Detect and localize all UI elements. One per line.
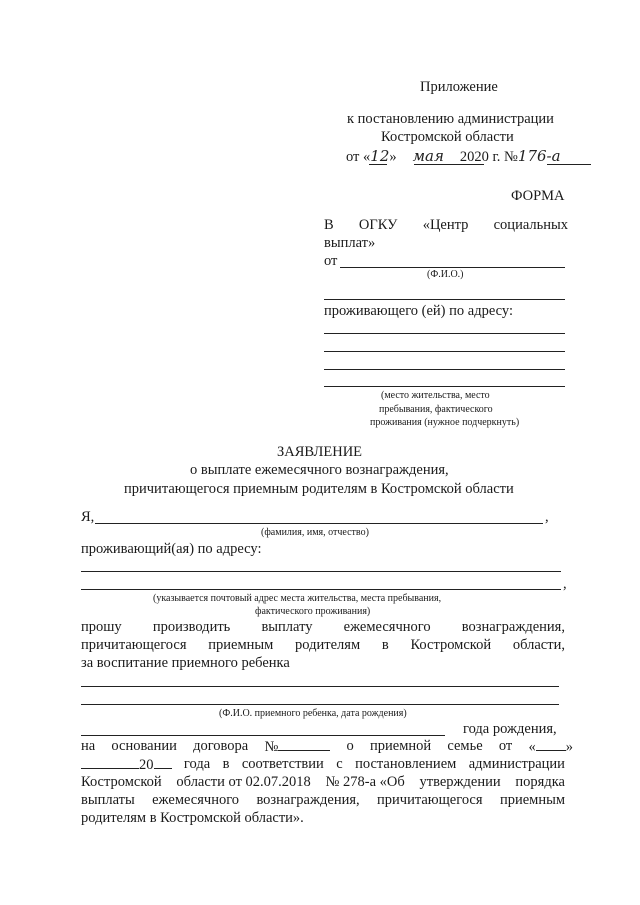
accord-word: администрации [468,756,565,772]
payment-word: ежемесячного [152,792,240,808]
decree-word: Костромской [81,774,162,790]
basis-word: от [498,738,513,754]
residing-label: проживающего (ей) по адресу: [324,303,513,319]
name-comma: , [545,509,549,525]
number-underline [547,164,591,165]
decree-word: порядка [515,774,565,790]
resolution-label: к постановлению администрации [347,111,554,127]
request-word: производить [152,619,231,635]
address-line-1[interactable] [324,333,565,334]
basis-word: приемной [369,738,432,754]
contract-year-group [81,756,172,774]
contract-day-field[interactable] [536,738,566,751]
decree-line [81,774,565,791]
due-word: в [381,637,389,653]
fio-caption: (Ф.И.О.) [427,269,464,280]
open-quote: « [528,739,536,755]
request-word: ежемесячного [343,619,431,635]
addressee-line-1 [324,217,568,234]
address-comma: , [563,576,567,592]
addressee-word: В [324,217,334,233]
addressee-line-2: выплат» [324,235,376,251]
due-word: родителям [295,637,361,653]
title-line-3: причитающегося приемным родителям в Костромской области [124,481,514,497]
contract-number-field[interactable] [278,738,330,751]
date-day: 12 [370,147,390,165]
payment-line [81,792,565,809]
accord-word: соответствии [241,756,324,772]
contract-month-field[interactable] [81,756,139,769]
accord-word: года [183,756,211,772]
due-word: причитающегося [81,637,187,653]
decree-word: области от 02.07.2018 [176,774,311,790]
title-line-2: о выплате ежемесячного вознаграждения, [190,462,449,478]
contract-year-field[interactable] [154,756,172,769]
accord-word: постановлением [355,756,457,772]
date-prefix: от « [346,149,371,165]
place-caption-2: пребывания, фактического [379,404,493,415]
day-underline [369,164,387,165]
accord-line [81,756,565,774]
child-caption: (Ф.И.О. приемного ребенка, дата рождения) [219,708,407,719]
address-line-3[interactable] [324,369,565,370]
year-20: 20 [139,757,154,773]
from-label: от [324,253,338,269]
basis-word: на [81,738,96,754]
date-month: мая [412,147,444,165]
address-line-4[interactable] [324,386,565,387]
addressee-word: «Центр [422,217,469,233]
birth-year-field[interactable] [81,735,445,736]
upbringing-label: за воспитание приемного ребенка [81,655,290,671]
payment-word: выплаты [81,792,135,808]
contract-day-group [528,738,573,756]
form-label: ФОРМА [511,188,565,204]
from-name-field[interactable] [340,267,565,268]
appendix-label: Приложение [420,79,498,95]
postal-address-line-1[interactable] [81,571,561,572]
accord-word: в [222,756,230,772]
residing-address-label: проживающий(ая) по адресу: [81,541,262,557]
decree-word: утверждении [419,774,501,790]
date-year-number: 2020 г. № [459,149,518,165]
close-quote: » [565,739,573,755]
request-word: вознаграждения, [461,619,565,635]
ya-label: Я, [81,509,95,525]
due-word: области, [512,637,565,653]
due-word: Костромской [410,637,492,653]
payment-word: причитающегося [377,792,483,808]
due-word: приемным [208,637,274,653]
contract-number-group [264,738,330,756]
applicant-name-line-2[interactable] [324,299,565,300]
birth-year-label: года рождения, [463,721,557,737]
basis-word: семье [447,738,483,754]
due-line [81,637,565,654]
number-sign: № [264,739,279,755]
postal-address-line-2[interactable] [81,589,561,590]
decree-word: № 278-а «Об [325,774,405,790]
payment-word: вознаграждения, [256,792,360,808]
address-caption-2: фактического проживания) [255,606,371,617]
request-word: прошу [81,619,122,635]
addressee-word: социальных [493,217,568,233]
date-mid: » [389,149,397,165]
address-caption-1: (указывается почтовый адрес места жительства, места пребывания, [153,593,442,604]
region-label: Костромской области [381,129,514,145]
document-title: ЗАЯВЛЕНИЕ [277,444,363,460]
address-line-2[interactable] [324,351,565,352]
request-word: выплату [261,619,313,635]
addressee-word: ОГКУ [358,217,398,233]
accord-word: с [336,756,343,772]
place-caption-3: проживания (нужное подчеркнуть) [370,417,520,428]
basis-word: основании [111,738,177,754]
payment-word: приемным [499,792,565,808]
child-info-line-2[interactable] [81,704,559,705]
request-line [81,619,565,636]
child-info-line-1[interactable] [81,686,559,687]
last-line: родителям в Костромской области». [81,810,304,826]
basis-line [81,738,573,756]
basis-word: договора [193,738,249,754]
basis-word: о [346,738,354,754]
resolution-number: 176-а [517,147,561,165]
full-name-field[interactable] [95,523,543,524]
place-caption-1: (место жительства, место [381,390,490,401]
month-underline [414,164,484,165]
name-caption: (фамилия, имя, отчество) [261,527,369,538]
